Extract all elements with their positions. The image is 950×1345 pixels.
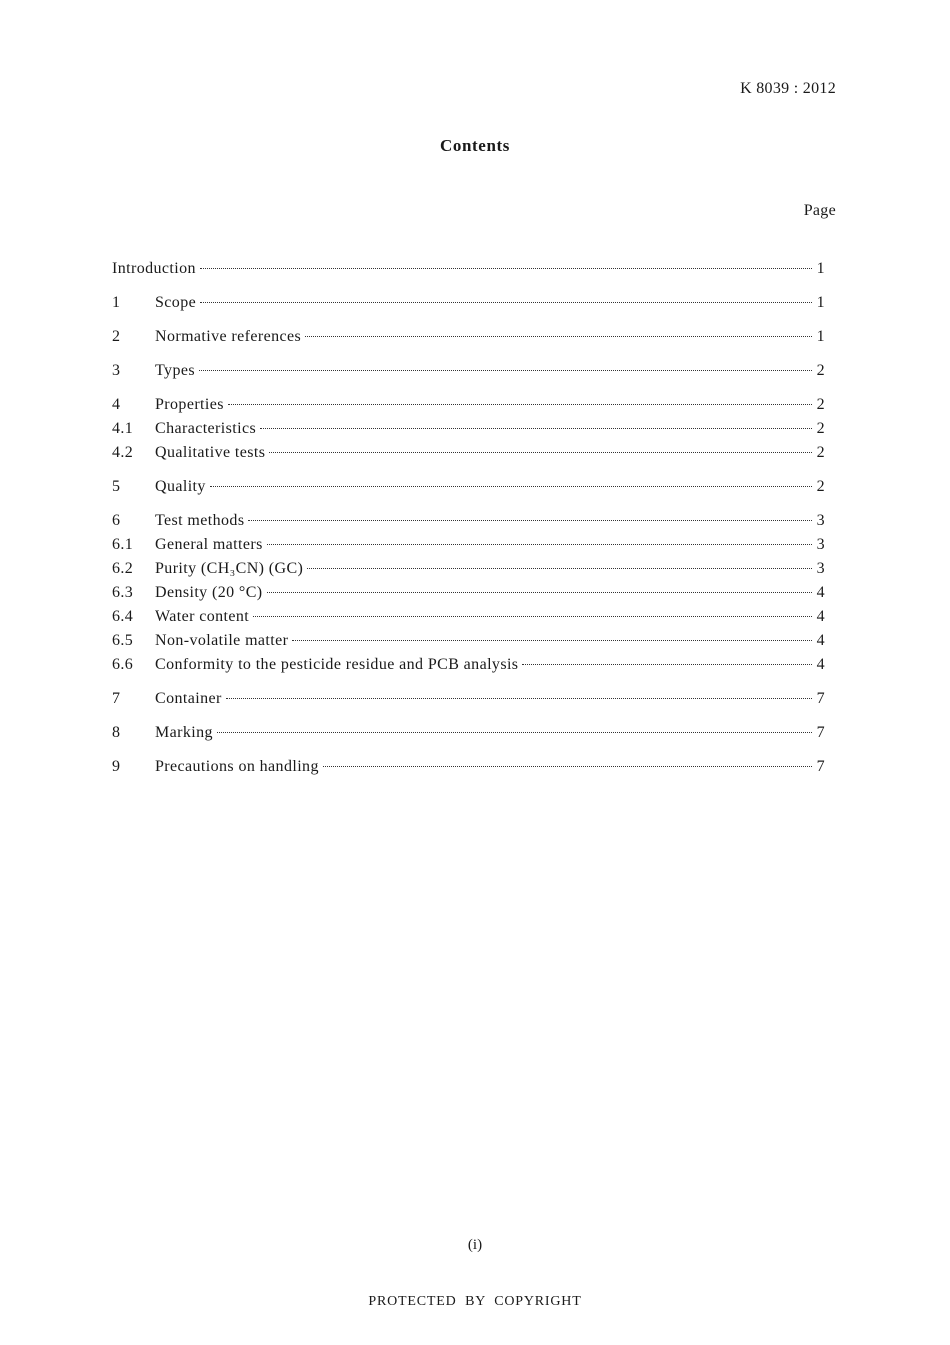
toc-entry-page: 2 [816, 444, 825, 461]
dot-leader [522, 664, 812, 665]
toc-entry[interactable] [112, 536, 825, 560]
dot-leader [253, 616, 812, 617]
dot-leader [210, 486, 812, 487]
dot-leader [248, 520, 812, 521]
dot-leader [228, 404, 812, 405]
toc-entry-number: 3 [112, 362, 121, 379]
toc-entry-title: Properties [155, 396, 224, 413]
toc-entry[interactable] [112, 758, 825, 782]
toc-entry[interactable] [112, 294, 825, 318]
toc-entry-page: 1 [816, 328, 825, 345]
toc-entry-number: 6 [112, 512, 121, 529]
toc-entry-number: 6.5 [112, 632, 134, 649]
dot-leader [305, 336, 812, 337]
toc-entry-number: 6.2 [112, 560, 134, 577]
toc-entry[interactable] [112, 584, 825, 608]
toc-entry-number: 4 [112, 396, 121, 413]
toc-entry-page: 7 [816, 724, 825, 741]
dot-leader [217, 732, 812, 733]
toc-entry-page: 3 [816, 512, 825, 529]
toc-entry-number: 7 [112, 690, 121, 707]
toc-entry-title: Normative references [155, 328, 302, 345]
toc-entry-title: Precautions on handling [155, 758, 319, 775]
toc-entry-number: 6.3 [112, 584, 134, 601]
toc-entry-title: Non-volatile matter [155, 632, 289, 649]
toc-entry-page: 4 [816, 584, 825, 601]
toc-entry-page: 3 [816, 536, 825, 553]
toc-entry[interactable] [112, 632, 825, 656]
toc-entry[interactable] [112, 724, 825, 748]
toc-entry-page: 4 [816, 608, 825, 625]
toc-entry-title: Water content [155, 608, 250, 625]
dot-leader [267, 544, 812, 545]
toc-entry-title: Quality [155, 478, 206, 495]
toc-entry-title: Types [155, 362, 195, 379]
toc-entry-number: 8 [112, 724, 121, 741]
toc-entry-page: 1 [816, 260, 825, 277]
dot-leader [260, 428, 812, 429]
dot-leader [226, 698, 812, 699]
toc-entry[interactable] [112, 656, 825, 680]
toc-entry-page: 3 [816, 560, 825, 577]
document-id: K 8039 : 2012 [740, 80, 836, 97]
toc-entry[interactable] [112, 608, 825, 632]
toc-entry[interactable] [112, 396, 825, 420]
page-column-label: Page [803, 202, 836, 219]
toc-entry-page: 4 [816, 656, 825, 673]
toc-entry-title: Density (20 °C) [155, 584, 263, 601]
toc-entry-page: 2 [816, 420, 825, 437]
toc-entry-page: 2 [816, 478, 825, 495]
toc-entry-page: 2 [816, 396, 825, 413]
toc-entry-title: Introduction [112, 260, 196, 277]
toc-entry-number: 1 [112, 294, 121, 311]
toc-entry[interactable] [112, 512, 825, 536]
toc-entry[interactable] [112, 362, 825, 386]
dot-leader [323, 766, 812, 767]
dot-leader [307, 568, 812, 569]
toc-entry-title: Qualitative tests [155, 444, 266, 461]
toc-entry-number: 6.4 [112, 608, 134, 625]
toc-entry-page: 1 [816, 294, 825, 311]
toc-entry-number: 2 [112, 328, 121, 345]
toc-entry[interactable] [112, 328, 825, 352]
toc-entry-page: 2 [816, 362, 825, 379]
toc-entry[interactable] [112, 560, 825, 584]
toc-entry-title: Marking [155, 724, 213, 741]
toc-entry-number: 6.1 [112, 536, 134, 553]
toc-entry[interactable] [112, 478, 825, 502]
toc-entry[interactable] [112, 260, 825, 284]
toc-entry-title: Conformity to the pesticide residue and PCB analysis [155, 656, 519, 673]
toc-entry[interactable] [112, 690, 825, 714]
copyright-notice: PROTECTED BY COPYRIGHT [368, 1294, 582, 1309]
toc-entry-page: 7 [816, 758, 825, 775]
footer-page-number: (i) [467, 1237, 483, 1253]
toc-entry-number: 4.1 [112, 420, 134, 437]
toc-entry-title: Purity (CH₃CN) (GC) [155, 560, 304, 577]
toc-entry-number: 6.6 [112, 656, 134, 673]
toc-entry-title: Scope [155, 294, 197, 311]
toc-entry[interactable] [112, 444, 825, 468]
table-of-contents [112, 260, 825, 782]
dot-leader [292, 640, 812, 641]
toc-entry[interactable] [112, 420, 825, 444]
page-title: Contents [440, 136, 510, 155]
dot-leader [200, 268, 812, 269]
toc-entry-number: 5 [112, 478, 121, 495]
dot-leader [267, 592, 813, 593]
toc-entry-number: 9 [112, 758, 121, 775]
toc-entry-title: Characteristics [155, 420, 257, 437]
dot-leader [200, 302, 812, 303]
toc-entry-title: General matters [155, 536, 263, 553]
dot-leader [269, 452, 812, 453]
toc-entry-title: Container [155, 690, 222, 707]
dot-leader [199, 370, 812, 371]
toc-entry-page: 7 [816, 690, 825, 707]
toc-entry-title: Test methods [155, 512, 245, 529]
toc-entry-number: 4.2 [112, 444, 134, 461]
toc-entry-page: 4 [816, 632, 825, 649]
